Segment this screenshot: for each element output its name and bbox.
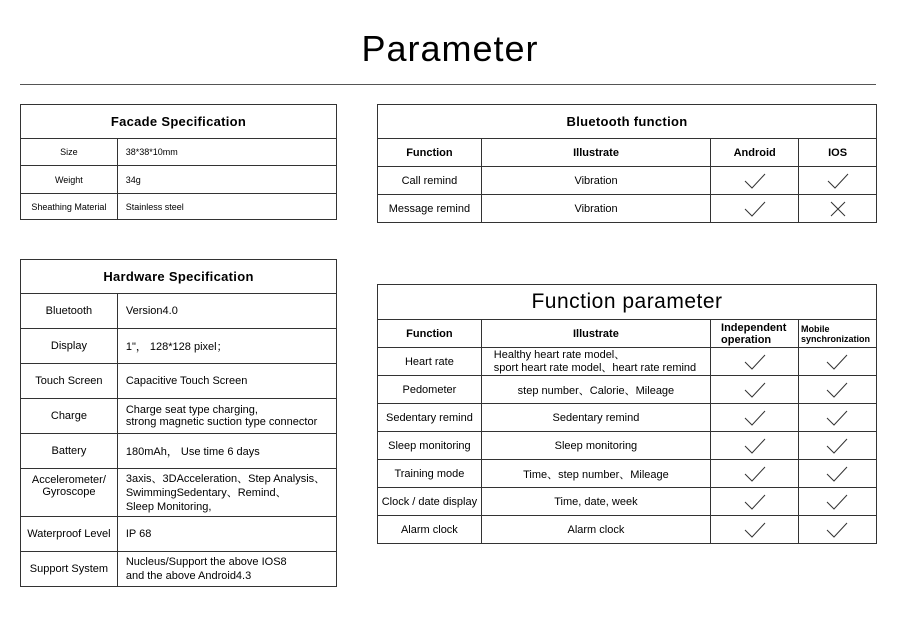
column-header: Mobile synchronization [798, 320, 876, 348]
function-cell: Sleep monitoring [378, 432, 482, 460]
function-cell: Pedometer [378, 376, 482, 404]
column-header: Function [378, 139, 482, 167]
hardware-value: IP 68 [117, 517, 336, 552]
function-cell: Call remind [378, 167, 482, 195]
hardware-label: Support System [21, 552, 118, 587]
hardware-label: Waterproof Level [21, 517, 118, 552]
check-icon [799, 167, 877, 195]
function-cell: Clock / date display [378, 488, 482, 516]
illustrate-cell: step number、Calorie、Mileage [481, 376, 710, 404]
column-header: Illustrate [481, 139, 710, 167]
facade-value: Stainless steel [117, 194, 336, 220]
hardware-value: Capacitive Touch Screen [117, 364, 336, 399]
hardware-label: Charge [21, 399, 118, 434]
hardware-label: Accelerometer/ Gyroscope [21, 469, 118, 517]
hardware-label: Bluetooth [21, 294, 118, 329]
bluetooth-function-table [377, 104, 877, 223]
check-icon [798, 460, 876, 488]
check-icon [711, 167, 799, 195]
illustrate-cell: Time、step number、Mileage [481, 460, 710, 488]
facade-label: Weight [21, 166, 118, 194]
facade-label: Sheathing Material [21, 194, 118, 220]
facade-value: 34g [117, 166, 336, 194]
hardware-label: Battery [21, 434, 118, 469]
check-icon [711, 195, 799, 223]
check-icon [711, 460, 799, 488]
illustrate-cell: Sedentary remind [481, 404, 710, 432]
check-icon [798, 432, 876, 460]
hardware-value: 180mAh， Use time 6 days [117, 434, 336, 469]
cross-icon [799, 195, 877, 223]
illustrate-cell: Sleep monitoring [481, 432, 710, 460]
facade-spec-title: Facade Specification [21, 105, 337, 139]
column-header: Independent operation [711, 320, 799, 348]
function-cell: Heart rate [378, 348, 482, 376]
hardware-label: Touch Screen [21, 364, 118, 399]
function-parameter-title: Function parameter [378, 285, 877, 320]
check-icon [711, 432, 799, 460]
bluetooth-function-title: Bluetooth function [378, 105, 877, 139]
illustrate-cell: Vibration [481, 167, 710, 195]
title-divider [20, 84, 876, 85]
hardware-value: Version4.0 [117, 294, 336, 329]
hardware-value: Nucleus/Support the above IOS8 and the above Android4.3 [117, 552, 336, 587]
check-icon [798, 348, 876, 376]
hardware-value: 1"， 128*128 pixel； [117, 329, 336, 364]
check-icon [711, 376, 799, 404]
function-cell: Sedentary remind [378, 404, 482, 432]
check-icon [711, 348, 799, 376]
check-icon [711, 404, 799, 432]
function-cell: Training mode [378, 460, 482, 488]
facade-label: Size [21, 139, 118, 166]
column-header: IOS [799, 139, 877, 167]
check-icon [798, 376, 876, 404]
check-icon [711, 488, 799, 516]
column-header: Illustrate [481, 320, 710, 348]
function-cell: Message remind [378, 195, 482, 223]
check-icon [798, 404, 876, 432]
column-header: Function [378, 320, 482, 348]
facade-value: 38*38*10mm [117, 139, 336, 166]
hardware-label: Display [21, 329, 118, 364]
illustrate-cell: Healthy heart rate model、 sport heart rate model、heart rate remind [481, 348, 710, 376]
facade-spec-table [20, 104, 337, 220]
check-icon [798, 516, 876, 544]
hardware-spec-table [20, 259, 337, 587]
hardware-value: 3axis、3DAcceleration、Step Analysis、 SwimmingSedentary、Remind、 Sleep Monitoring, [117, 469, 336, 517]
page-title: Parameter [361, 28, 539, 69]
function-parameter-table [377, 284, 877, 544]
check-icon [711, 516, 799, 544]
function-cell: Alarm clock [378, 516, 482, 544]
hardware-value: Charge seat type charging, strong magnetic suction type connector [117, 399, 336, 434]
check-icon [798, 488, 876, 516]
illustrate-cell: Vibration [481, 195, 710, 223]
illustrate-cell: Time, date, week [481, 488, 710, 516]
hardware-spec-title: Hardware Specification [21, 260, 337, 294]
column-header: Android [711, 139, 799, 167]
illustrate-cell: Alarm clock [481, 516, 710, 544]
